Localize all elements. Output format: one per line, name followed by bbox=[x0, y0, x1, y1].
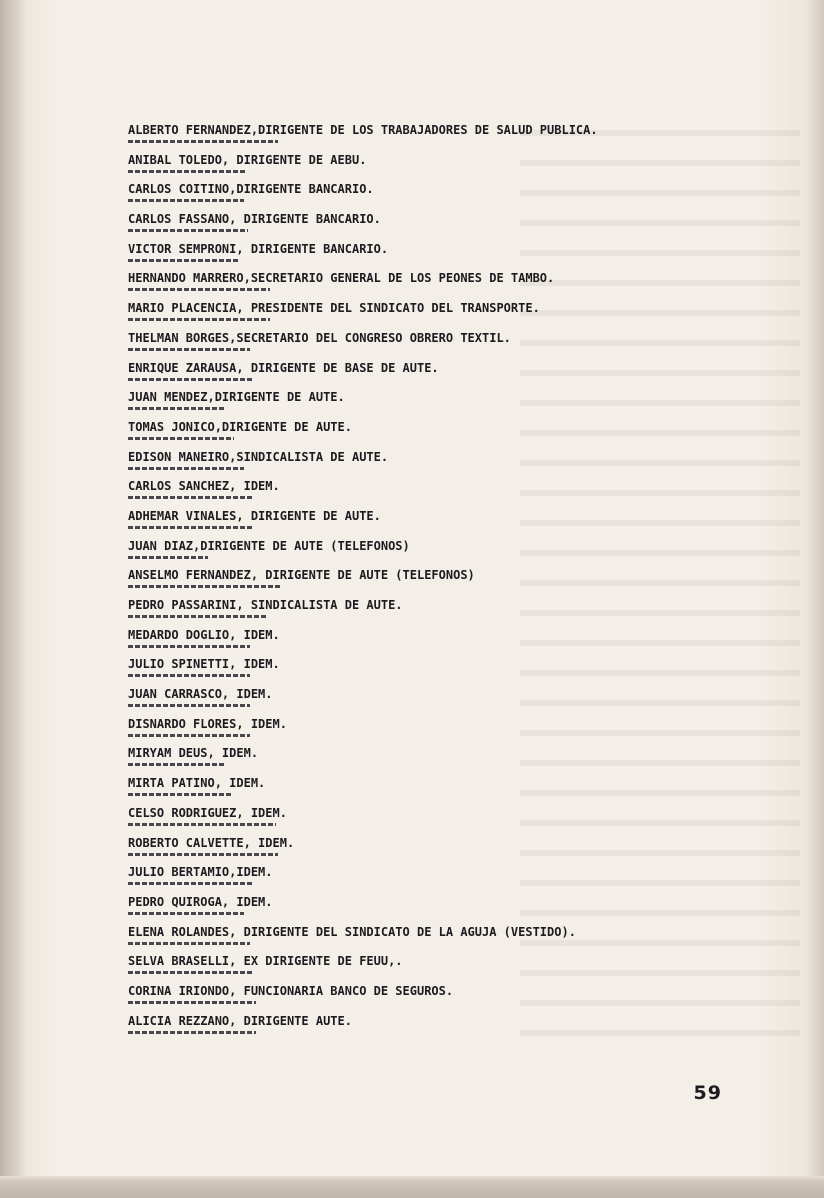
name-underline bbox=[128, 615, 266, 618]
entry-text: MIRYAM DEUS, IDEM. bbox=[128, 746, 259, 761]
page-bottom-edge bbox=[0, 1176, 824, 1198]
entry-text: ELENA ROLANDES, DIRIGENTE DEL SINDICATO DE LA AGUJA (VESTIDO). bbox=[128, 924, 576, 939]
entry-text: CARLOS SANCHEZ, IDEM. bbox=[128, 479, 280, 494]
entry-text: CARLOS COITINO,DIRIGENTE BANCARIO. bbox=[128, 182, 374, 197]
list-item bbox=[128, 717, 768, 747]
name-underline bbox=[128, 496, 254, 499]
list-item bbox=[128, 271, 768, 301]
page-number: 59 bbox=[693, 1082, 722, 1104]
list-item bbox=[128, 687, 768, 717]
list-item bbox=[128, 301, 768, 331]
entry-text: ALBERTO FERNANDEZ,DIRIGENTE DE LOS TRABAJADORES DE SALUD PUBLICA. bbox=[128, 123, 598, 137]
list-item bbox=[128, 331, 768, 361]
name-underline bbox=[128, 585, 280, 588]
list-item bbox=[128, 746, 768, 776]
name-underline bbox=[128, 288, 270, 291]
entry-text: ENRIQUE ZARAUSA, DIRIGENTE DE BASE DE AUTE. bbox=[128, 360, 439, 375]
name-underline bbox=[128, 971, 252, 974]
list-item bbox=[128, 806, 768, 836]
name-underline bbox=[128, 1001, 256, 1004]
entry-text: TOMAS JONICO,DIRIGENTE DE AUTE. bbox=[128, 419, 352, 434]
entry-text: ROBERTO CALVETTE, IDEM. bbox=[128, 835, 295, 850]
list-item bbox=[128, 420, 768, 450]
entry-text: HERNANDO MARRERO,SECRETARIO GENERAL DE LOS PEONES DE TAMBO. bbox=[128, 271, 555, 286]
name-underline bbox=[128, 674, 250, 677]
entry-text: MIRTA PATINO, IDEM. bbox=[128, 776, 266, 791]
name-underline bbox=[128, 763, 226, 766]
name-underline bbox=[128, 199, 244, 202]
list-item bbox=[128, 895, 768, 925]
name-underline bbox=[128, 170, 246, 173]
name-underline bbox=[128, 348, 250, 351]
name-underline bbox=[128, 318, 270, 321]
name-underline bbox=[128, 140, 278, 143]
list-item bbox=[128, 954, 768, 984]
list-item bbox=[128, 836, 768, 866]
entry-text: CORINA IRIONDO, FUNCIONARIA BANCO DE SEGUROS. bbox=[128, 983, 454, 998]
name-underline bbox=[128, 437, 234, 440]
name-underline bbox=[128, 378, 252, 381]
name-underline bbox=[128, 853, 278, 856]
list-item bbox=[128, 123, 768, 153]
entry-text: ANIBAL TOLEDO, DIRIGENTE DE AEBU. bbox=[128, 152, 367, 167]
list-item bbox=[128, 361, 768, 391]
list-item bbox=[128, 657, 768, 687]
list-item bbox=[128, 1014, 768, 1044]
entry-text: EDISON MANEIRO,SINDICALISTA DE AUTE. bbox=[128, 449, 389, 464]
name-underline bbox=[128, 823, 276, 826]
list-item bbox=[128, 539, 768, 569]
name-underline bbox=[128, 467, 244, 470]
name-underline bbox=[128, 645, 250, 648]
name-underline bbox=[128, 556, 208, 559]
name-underline bbox=[128, 734, 250, 737]
name-underline bbox=[128, 526, 254, 529]
list-item bbox=[128, 212, 768, 242]
list-item bbox=[128, 390, 768, 420]
name-underline bbox=[128, 1031, 256, 1034]
name-list bbox=[128, 123, 768, 1043]
list-item bbox=[128, 776, 768, 806]
name-underline bbox=[128, 259, 240, 262]
entry-text: CARLOS FASSANO, DIRIGENTE BANCARIO. bbox=[128, 212, 381, 227]
list-item bbox=[128, 450, 768, 480]
entry-text: CELSO RODRIGUEZ, IDEM. bbox=[128, 805, 287, 820]
list-item bbox=[128, 479, 768, 509]
entry-text: MARIO PLACENCIA, PRESIDENTE DEL SINDICATO DEL TRANSPORTE. bbox=[128, 301, 540, 316]
name-underline bbox=[128, 912, 244, 915]
name-underline bbox=[128, 407, 226, 410]
list-item bbox=[128, 628, 768, 658]
entry-text: ALICIA REZZANO, DIRIGENTE AUTE. bbox=[128, 1013, 352, 1028]
binding-shadow bbox=[0, 0, 26, 1198]
name-underline bbox=[128, 793, 232, 796]
entry-text: JUAN CARRASCO, IDEM. bbox=[128, 687, 273, 702]
entry-text: THELMAN BORGES,SECRETARIO DEL CONGRESO OBRERO TEXTIL. bbox=[128, 330, 511, 345]
list-item bbox=[128, 865, 768, 895]
list-item bbox=[128, 509, 768, 539]
entry-text: JUAN MENDEZ,DIRIGENTE DE AUTE. bbox=[128, 390, 345, 405]
entry-text: PEDRO PASSARINI, SINDICALISTA DE AUTE. bbox=[128, 598, 403, 612]
entry-text: DISNARDO FLORES, IDEM. bbox=[128, 716, 287, 731]
name-underline bbox=[128, 882, 252, 885]
entry-text: JULIO SPINETTI, IDEM. bbox=[128, 657, 280, 672]
entry-text: ADHEMAR VINALES, DIRIGENTE DE AUTE. bbox=[128, 508, 381, 523]
entry-text: PEDRO QUIROGA, IDEM. bbox=[128, 894, 273, 909]
entry-text: SELVA BRASELLI, EX DIRIGENTE DE FEUU,. bbox=[128, 954, 403, 969]
list-item bbox=[128, 925, 768, 955]
name-underline bbox=[128, 229, 248, 232]
list-item bbox=[128, 242, 768, 272]
entry-text: VICTOR SEMPRONI, DIRIGENTE BANCARIO. bbox=[128, 241, 389, 256]
list-item bbox=[128, 182, 768, 212]
entry-text: JUAN DIAZ,DIRIGENTE DE AUTE (TELEFONOS) bbox=[128, 538, 410, 553]
list-item bbox=[128, 568, 768, 598]
name-underline bbox=[128, 942, 250, 945]
entry-text: JULIO BERTAMIO,IDEM. bbox=[128, 865, 273, 880]
entry-text: MEDARDO DOGLIO, IDEM. bbox=[128, 627, 280, 642]
list-item bbox=[128, 153, 768, 183]
entry-text: ANSELMO FERNANDEZ, DIRIGENTE DE AUTE (TELEFONOS) bbox=[128, 568, 475, 583]
list-item bbox=[128, 598, 768, 628]
name-underline bbox=[128, 704, 250, 707]
list-item bbox=[128, 984, 768, 1014]
